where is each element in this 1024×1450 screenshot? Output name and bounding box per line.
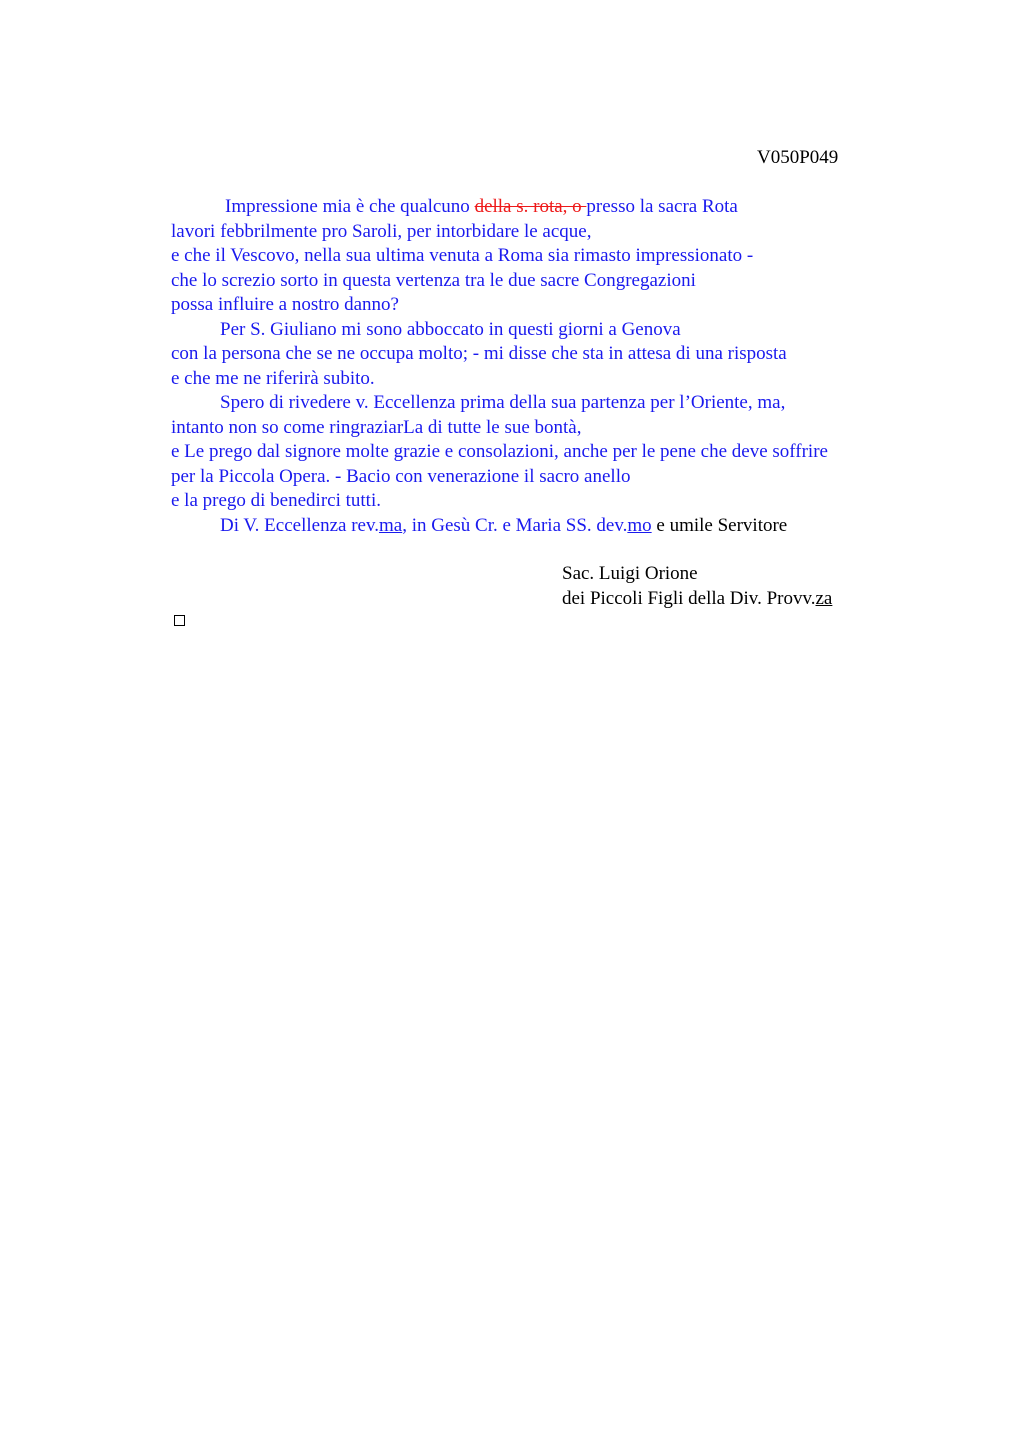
text-run: e umile Servitore (651, 514, 788, 536)
text-run: Impressione mia è che qualcuno (225, 196, 475, 217)
letter-line: e Le prego dal signore molte grazie e consolazioni, anche per le pene che deve soffrire (171, 441, 828, 462)
letter-line (171, 195, 911, 220)
letter-line: e che me ne riferirà subito. (171, 367, 375, 389)
abbreviation: mo (627, 514, 652, 536)
page-id: V050P049 (757, 147, 839, 168)
deleted-text: della s. rota, o (474, 196, 587, 217)
text-run: , in Gesù Cr. e Maria SS. dev. (402, 514, 628, 536)
text-run: dei Piccoli Figli della Div. Provv. (562, 587, 816, 609)
abbreviation: ma (378, 514, 403, 536)
letter-line: Spero di rivedere v. Eccellenza prima della sua partenza per l’Oriente, ma, (220, 392, 786, 413)
text-run: Di V. Eccellenza rev. (220, 514, 379, 536)
signature-org (562, 587, 832, 612)
signature-name: Sac. Luigi Orione (562, 563, 698, 584)
abbreviation: za (815, 587, 833, 609)
letter-line: che lo screzio sorto in questa vertenza tra le due sacre Congregazioni (171, 269, 696, 291)
signature-block (562, 562, 832, 611)
letter-line: con la persona che se ne occupa molto; - mi disse che sta in attesa di una risposta (171, 343, 787, 364)
letter-line: per la Piccola Opera. - Bacio con venerazione il sacro anello (171, 465, 631, 487)
letter-line: possa influire a nostro danno? (171, 294, 399, 315)
letter-line: e che il Vescovo, nella sua ultima venuta a Roma sia rimasto impressionato - (171, 245, 754, 266)
letter-line: intanto non so come ringraziarLa di tutte le sue bontà, (171, 416, 582, 438)
letter-body (171, 195, 911, 538)
letter-line: lavori febbrilmente pro Saroli, per intorbidare le acque, (171, 220, 592, 242)
text-run: presso la sacra Rota (586, 196, 738, 217)
closing-line (171, 514, 911, 539)
letter-line: Per S. Giuliano mi sono abboccato in questi giorni a Genova (220, 318, 681, 340)
checkbox-icon (174, 615, 185, 626)
letter-line: e la prego di benedirci tutti. (171, 490, 381, 511)
